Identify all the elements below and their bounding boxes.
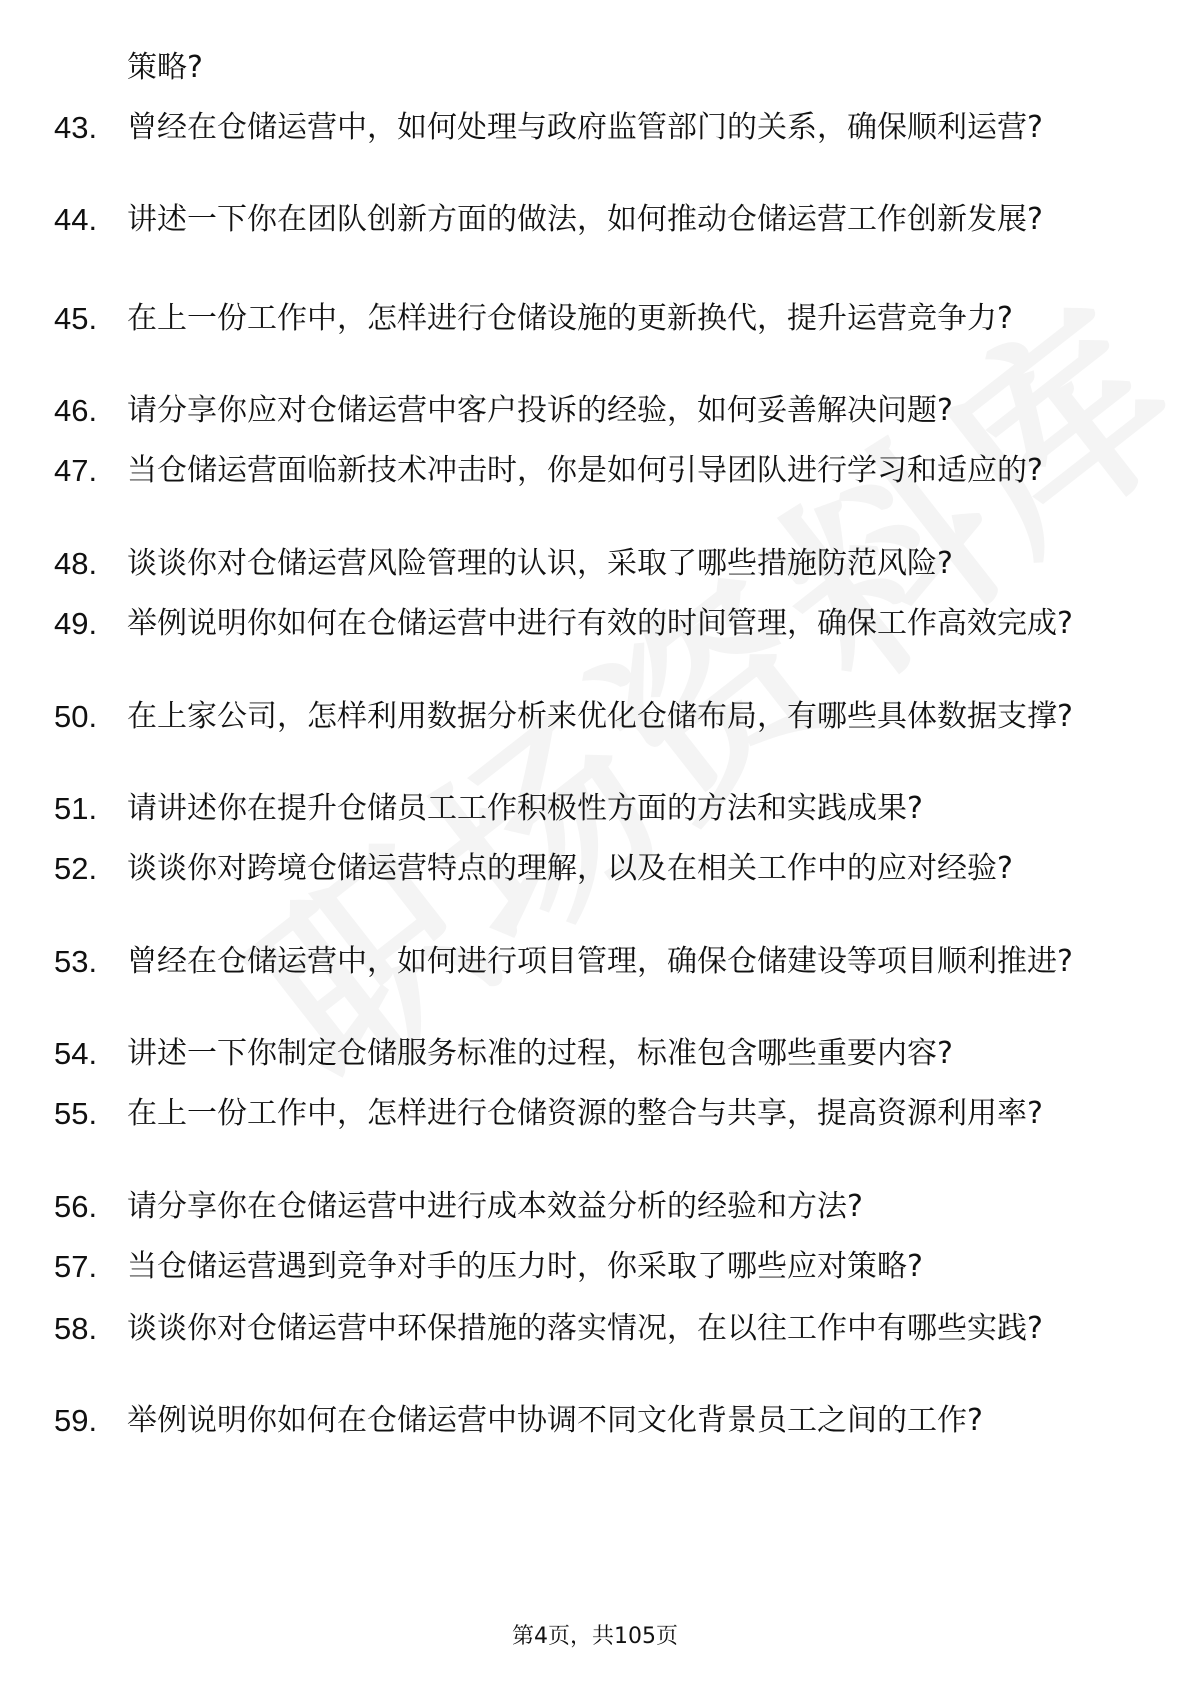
item-text: 曾经在仓储运营中，如何进行项目管理，确保仓储建设等项目顺利推进?	[127, 944, 1073, 979]
item-text: 在上一份工作中，怎样进行仓储设施的更新换代，提升运营竞争力?	[127, 301, 1013, 336]
item-number: 52.	[54, 851, 98, 886]
item-number: 46.	[54, 393, 98, 428]
item-number: 53.	[54, 944, 98, 979]
item-text: 讲述一下你制定仓储服务标准的过程，标准包含哪些重要内容?	[127, 1036, 953, 1071]
page-footer: 第4页，共105页	[512, 1624, 678, 1649]
item-text: 谈谈你对跨境仓储运营特点的理解，以及在相关工作中的应对经验?	[127, 851, 1013, 886]
item-number: 51.	[54, 791, 98, 826]
item-text: 在上家公司，怎样利用数据分析来优化仓储布局，有哪些具体数据支撑?	[127, 699, 1073, 734]
item-text: 曾经在仓储运营中，如何处理与政府监管部门的关系，确保顺利运营?	[127, 110, 1043, 145]
item-text: 举例说明你如何在仓储运营中进行有效的时间管理，确保工作高效完成?	[127, 606, 1073, 641]
item-text: 讲述一下你在团队创新方面的做法，如何推动仓储运营工作创新发展?	[127, 202, 1043, 237]
continuation-text: 策略?	[127, 50, 203, 85]
item-text: 在上一份工作中，怎样进行仓储资源的整合与共享，提高资源利用率?	[127, 1096, 1043, 1131]
item-text: 谈谈你对仓储运营风险管理的认识，采取了哪些措施防范风险?	[127, 546, 953, 581]
item-number: 49.	[54, 606, 98, 641]
item-text: 举例说明你如何在仓储运营中协调不同文化背景员工之间的工作?	[127, 1403, 983, 1438]
item-number: 50.	[54, 699, 98, 734]
item-text: 谈谈你对仓储运营中环保措施的落实情况，在以往工作中有哪些实践?	[127, 1311, 1043, 1346]
item-text: 当仓储运营面临新技术冲击时，你是如何引导团队进行学习和适应的?	[127, 453, 1043, 488]
item-number: 48.	[54, 546, 98, 581]
item-number: 59.	[54, 1403, 98, 1438]
item-text: 请讲述你在提升仓储员工工作积极性方面的方法和实践成果?	[127, 791, 923, 826]
item-text: 请分享你应对仓储运营中客户投诉的经验，如何妥善解决问题?	[127, 393, 953, 428]
item-number: 54.	[54, 1036, 98, 1071]
item-number: 57.	[54, 1249, 98, 1284]
item-number: 47.	[54, 453, 98, 488]
item-text: 当仓储运营遇到竞争对手的压力时，你采取了哪些应对策略?	[127, 1249, 923, 1284]
item-number: 45.	[54, 301, 98, 336]
item-number: 44.	[54, 202, 98, 237]
item-number: 56.	[54, 1189, 98, 1224]
item-number: 58.	[54, 1311, 98, 1346]
watermark	[187, 395, 993, 1105]
item-text: 请分享你在仓储运营中进行成本效益分析的经验和方法?	[127, 1189, 863, 1224]
item-number: 43.	[54, 110, 98, 145]
item-number: 55.	[54, 1096, 98, 1131]
